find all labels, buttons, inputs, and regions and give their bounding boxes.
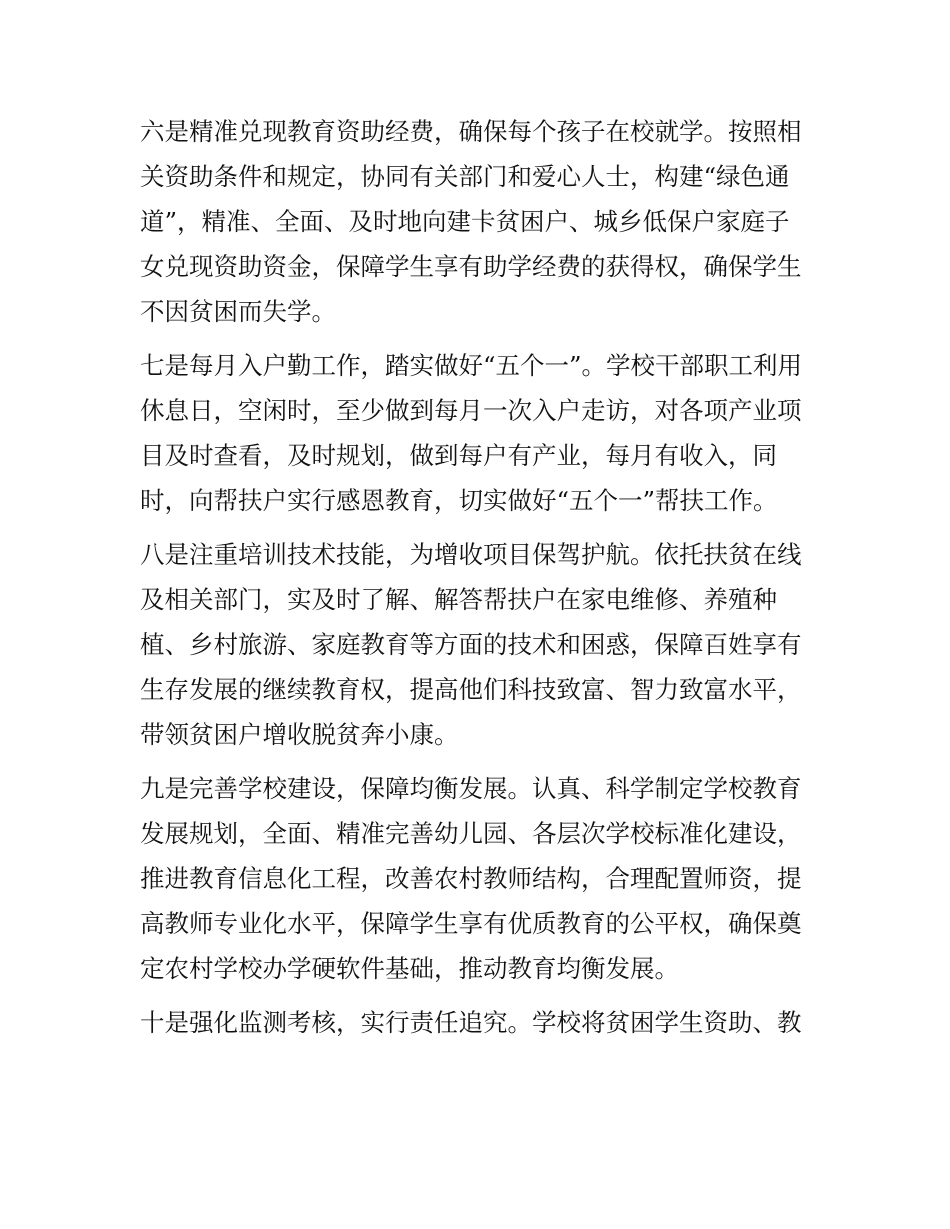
paragraph-six xyxy=(140,109,820,334)
paragraph-spacer xyxy=(140,523,820,532)
text-line: 植、乡村旅游、家庭教育等方面的技术和困惑，保障百姓享有 xyxy=(140,630,802,659)
text-line: 推进教育信息化工程，改善农村教师结构，合理配置师资，提 xyxy=(140,864,802,893)
text-line: 生存发展的继续教育权，提高他们科技致富、智力致富水平， xyxy=(140,675,802,704)
text-line: 不因贫困而失学。 xyxy=(140,297,336,326)
text-line: 九是完善学校建设，保障均衡发展。认真、科学制定学校教育 xyxy=(140,774,802,803)
paragraph-spacer xyxy=(140,757,820,766)
text-line: 女兑现资助资金，保障学生享有助学经费的获得权，确保学生 xyxy=(140,252,802,281)
text-line: 道”，精准、全面、及时地向建卡贫困户、城乡低保户家庭子 xyxy=(140,207,790,236)
paragraph-spacer xyxy=(140,334,820,343)
text-line: 及相关部门，实及时了解、解答帮扶户在家电维修、养殖种 xyxy=(140,585,777,614)
paragraph-eight xyxy=(140,532,820,757)
paragraph-ten xyxy=(140,1000,820,1045)
body-text xyxy=(140,109,820,1045)
text-line: 六是精准兑现教育资助经费，确保每个孩子在校就学。按照相 xyxy=(140,117,802,146)
paragraph-spacer xyxy=(140,991,820,1000)
text-line: 发展规划，全面、精准完善幼儿园、各层次学校标准化建设， xyxy=(140,819,802,848)
text-line: 定农村学校办学硬软件基础，推动教育均衡发展。 xyxy=(140,954,679,983)
text-line: 高教师专业化水平，保障学生享有优质教育的公平权，确保奠 xyxy=(140,909,802,938)
text-line: 休息日，空闲时，至少做到每月一次入户走访，对各项产业项 xyxy=(140,396,802,425)
paragraph-seven xyxy=(140,343,820,523)
text-line: 关资助条件和规定，协同有关部门和爱心人士，构建“绿色通 xyxy=(140,162,790,191)
text-line: 时，向帮扶户实行感恩教育，切实做好“五个一”帮扶工作。 xyxy=(140,486,778,515)
text-line: 八是注重培训技术技能，为增收项目保驾护航。依托扶贫在线 xyxy=(140,540,802,569)
paragraph-nine xyxy=(140,766,820,991)
text-line: 目及时查看，及时规划，做到每户有产业，每月有收入，同 xyxy=(140,441,777,470)
text-line: 带领贫困户增收脱贫奔小康。 xyxy=(140,720,459,749)
text-line: 七是每月入户勤工作，踏实做好“五个一”。学校干部职工利用 xyxy=(140,351,803,380)
text-line: 十是强化监测考核，实行责任追究。学校将贫困学生资助、教 xyxy=(140,1008,802,1037)
